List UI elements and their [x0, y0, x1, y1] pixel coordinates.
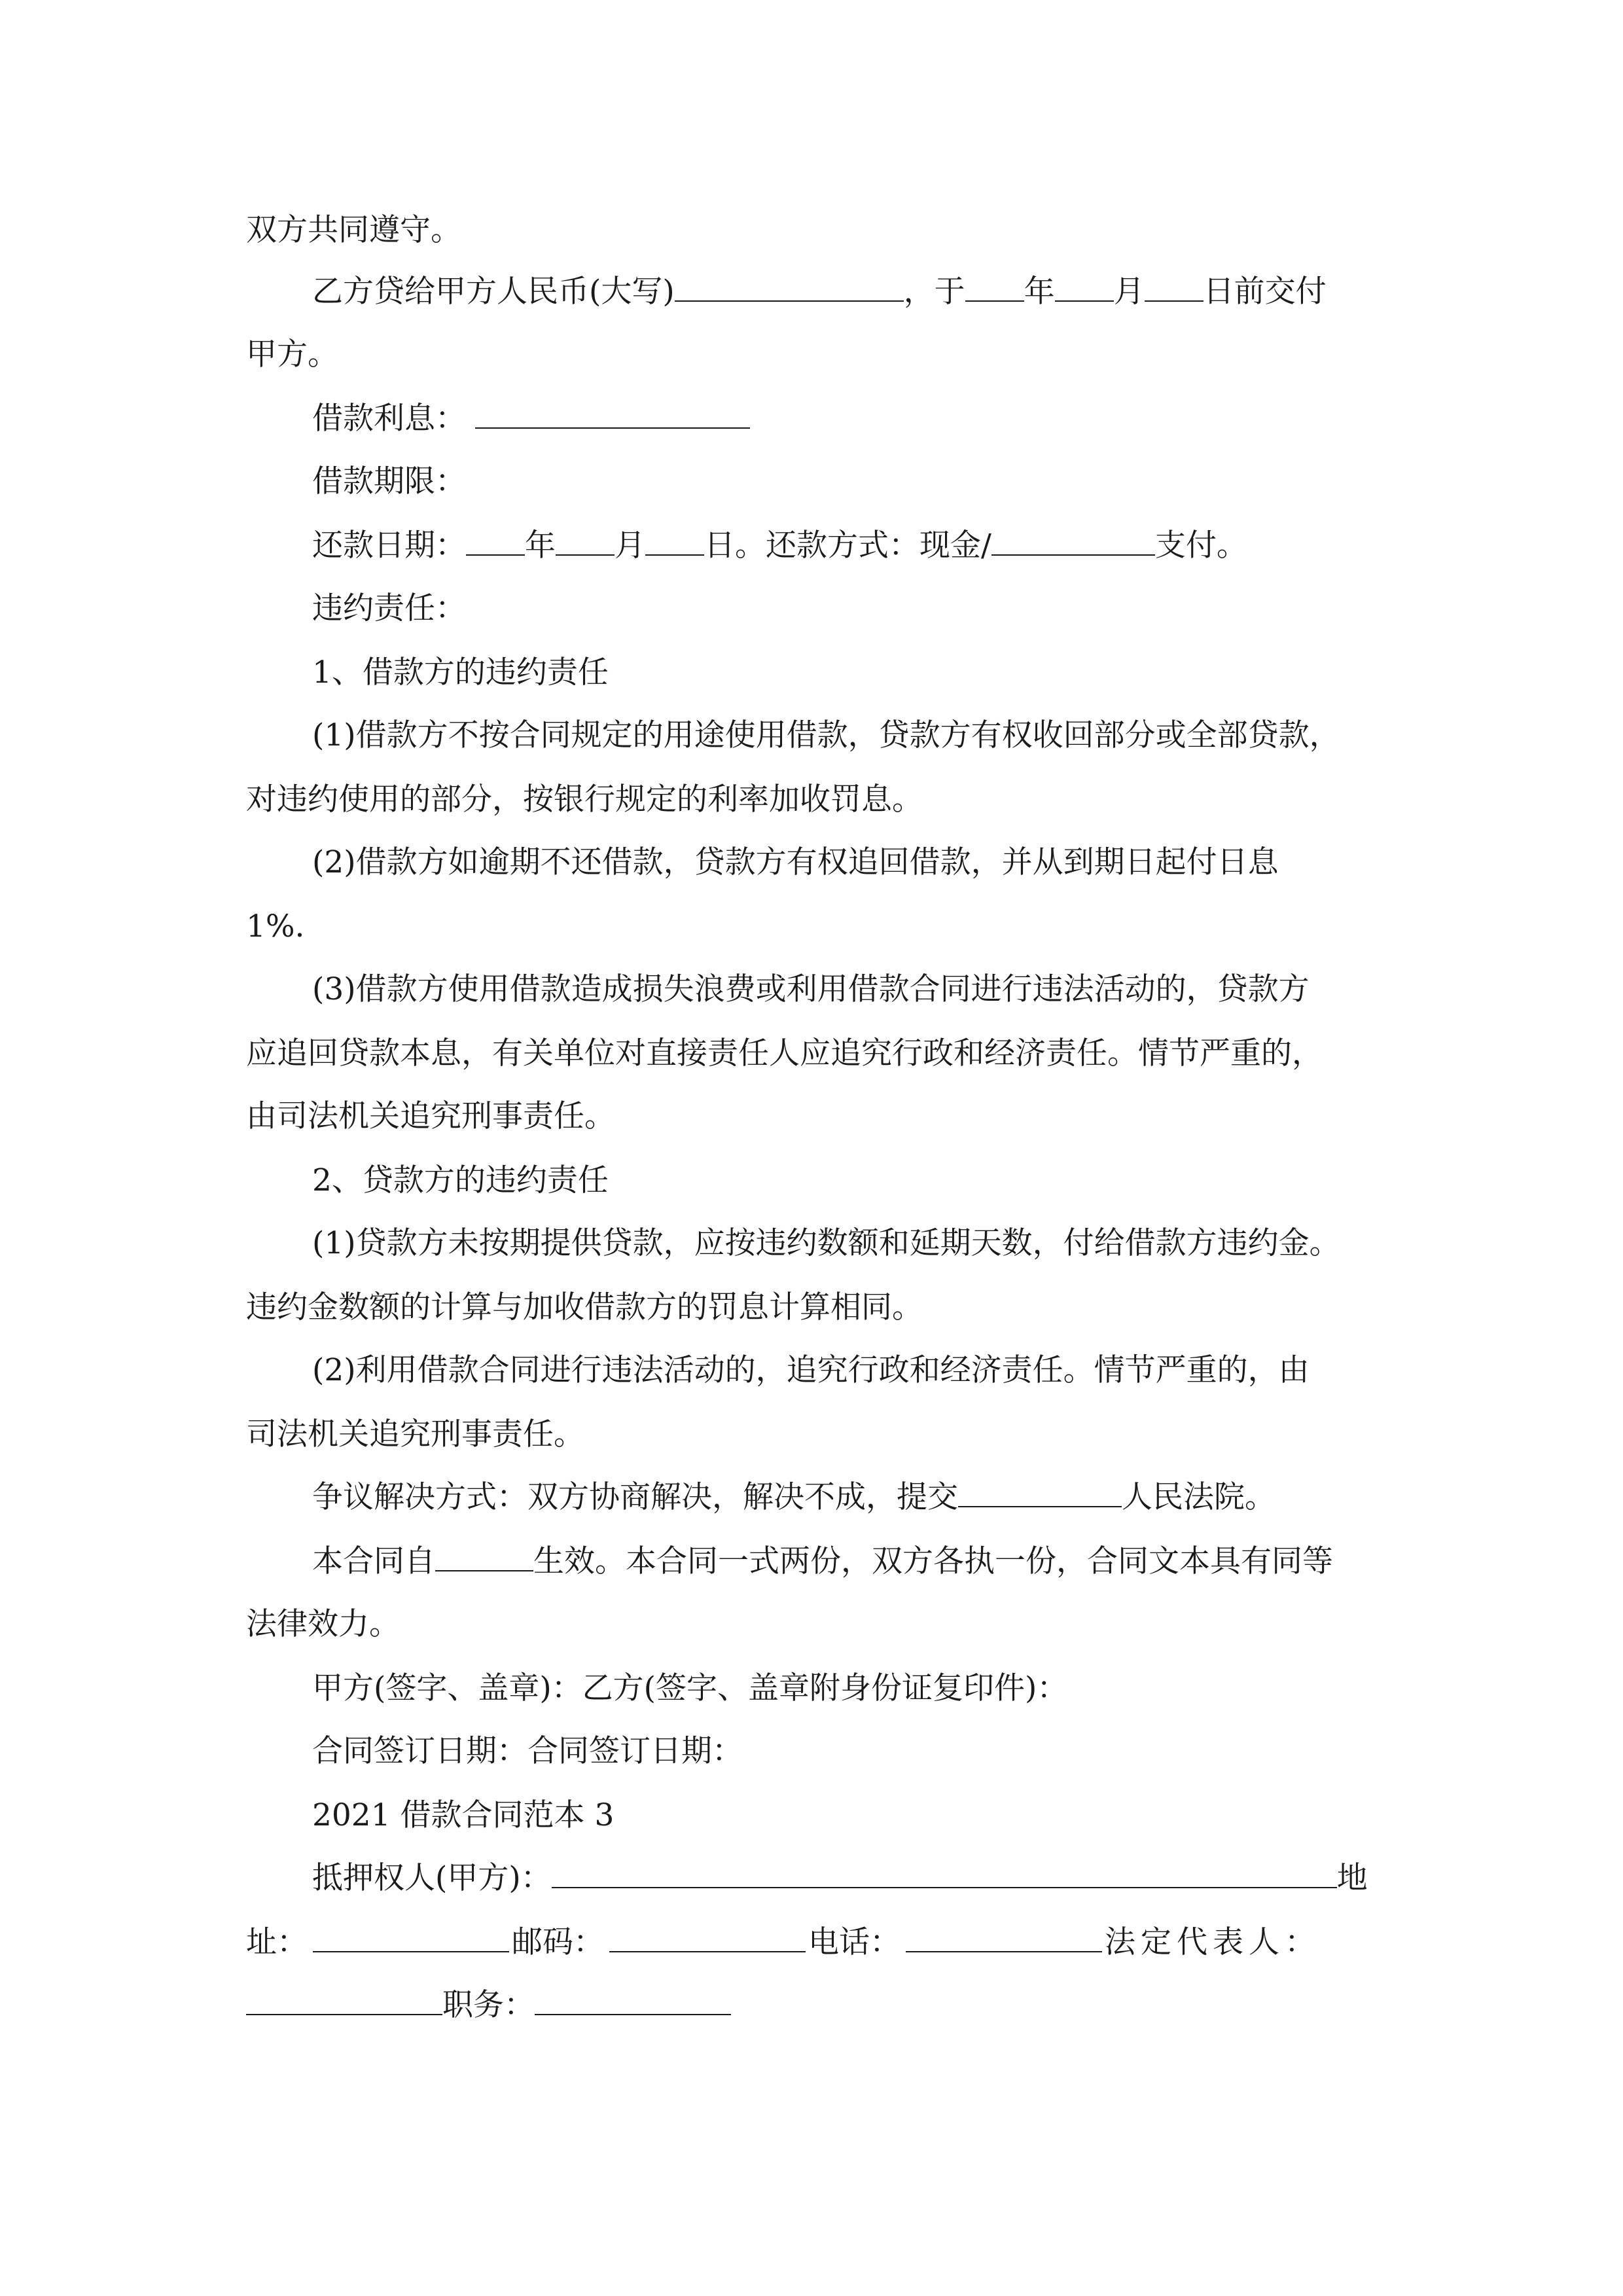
paragraph-line: 甲方。	[246, 336, 338, 372]
paragraph-line: (1)借款方不按合同规定的用途使用借款，贷款方有权收回部分或全部贷款，	[312, 717, 1340, 753]
paragraph-line: (3)借款方使用借款造成损失浪费或利用借款合同进行违法活动的，贷款方	[312, 971, 1310, 1007]
paragraph-line: 址： 邮码： 电话： 法定代表人：	[246, 1924, 1321, 1960]
paragraph-line: 1%.	[246, 908, 305, 944]
fill-blank	[466, 527, 525, 556]
signature-line: 甲方(签字、盖章)：乙方(签字、盖章附身份证复印件)：	[312, 1670, 1068, 1706]
paragraph-line: 双方共同遵守。	[246, 212, 461, 248]
fill-blank	[1145, 273, 1204, 302]
fill-blank	[535, 1986, 731, 2015]
fill-blank	[645, 527, 704, 556]
fill-blank	[556, 527, 615, 556]
fill-blank	[906, 1924, 1102, 1952]
paragraph-line: 司法机关追究刑事责任。	[246, 1416, 584, 1452]
section-heading: 1、借款方的违约责任	[312, 655, 609, 691]
paragraph-line: 职务：	[246, 1986, 1385, 2025]
paragraph-line: 本合同自 生效。本合同一式两份，双方各执一份，合同文本具有同等	[312, 1543, 1333, 1579]
paragraph-line: 应追回贷款本息，有关单位对直接责任人应追究行政和经济责任。情节严重的，	[246, 1035, 1323, 1071]
fill-blank	[991, 527, 1155, 556]
paragraph-line: 违约金数额的计算与加收借款方的罚息计算相同。	[246, 1289, 923, 1325]
paragraph-line: 法律效力。	[246, 1606, 400, 1642]
paragraph-line: 违约责任：	[312, 590, 466, 626]
paragraph-line: 抵押权人(甲方)： 地	[312, 1860, 1368, 1896]
paragraph-line: (2)借款方如逾期不还借款，贷款方有权追回借款，并从到期日起付日息	[312, 844, 1279, 880]
fill-blank	[675, 273, 904, 302]
section-title: 2021 借款合同范本 3	[312, 1797, 615, 1833]
paragraph-line: 争议解决方式：双方协商解决，解决不成，提交 人民法院。	[312, 1479, 1275, 1515]
fill-blank	[1055, 273, 1114, 302]
section-heading: 2、贷款方的违约责任	[312, 1162, 609, 1198]
paragraph-line: 对违约使用的部分，按银行规定的利率加收罚息。	[246, 781, 923, 817]
paragraph-line: (2)利用借款合同进行违法活动的，追究行政和经济责任。情节严重的，由	[312, 1352, 1310, 1388]
signing-date-line: 合同签订日期：合同签订日期：	[312, 1733, 743, 1769]
fill-blank	[246, 1986, 442, 2015]
fill-blank	[313, 1924, 509, 1952]
fill-blank	[435, 1543, 533, 1571]
paragraph-line: 借款期限：	[312, 463, 466, 499]
paragraph-line: 乙方贷给甲方人民币(大写) ，于 年 月 日前交付	[312, 274, 1327, 310]
fill-blank	[552, 1859, 1337, 1888]
paragraph-line: 还款日期： 年 月 日。还款方式：现金/ 支付。	[312, 528, 1247, 564]
fill-blank	[965, 273, 1024, 302]
paragraph-line: 借款利息：	[312, 399, 1451, 439]
paragraph-line: 由司法机关追究刑事责任。	[246, 1098, 615, 1134]
fill-blank	[475, 400, 750, 429]
fill-blank	[958, 1479, 1122, 1507]
paragraph-line: (1)贷款方未按期提供贷款，应按违约数额和延期天数，付给借款方违约金。	[312, 1225, 1340, 1261]
fill-blank	[609, 1924, 806, 1952]
